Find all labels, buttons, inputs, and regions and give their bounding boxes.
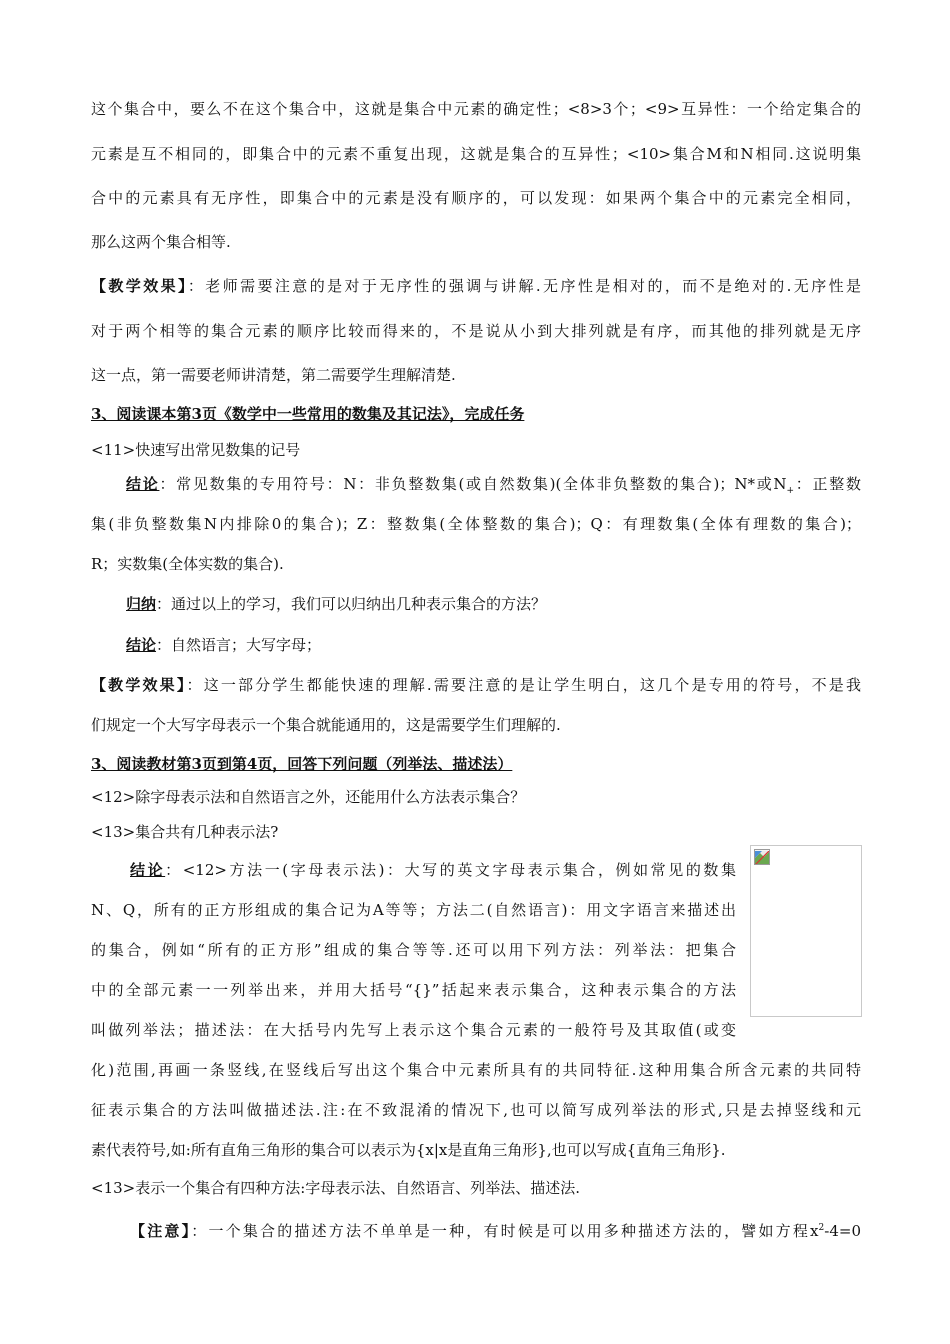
induce-line: 归纳：通过以上的学习，我们可以归纳出几种表示集合的方法？ [126,595,547,613]
question-line: <11>快速写出常见数集的记号 [91,441,301,459]
text-line: 合中的元素具有无序性，即集合中的元素是没有顺序的，可以发现：如果两个集合中的元素完全相同， [91,189,861,207]
broken-image-icon [754,849,770,865]
text-line: R；实数集(全体实数的集合). [91,555,284,573]
conclusion-line: 结论：<12>方法一(字母表示法)：大写的英文字母表示集合，例如常见的数集 [130,861,736,879]
conclusion-line: 结论：自然语言；大写字母； [126,636,322,654]
conclusion-label: 结论 [126,636,157,654]
text-line: 征表示集合的方法叫做描述法.注:在不致混淆的情况下,也可以简写成列举法的形式,只是去掉竖线和元 [91,1101,861,1119]
teaching-effect-label: 【教学效果】 [91,676,187,694]
text-line: 这个集合中，要么不在这个集合中，这就是集合中元素的确定性；<8>3个；<9>互异性：一个给定集合的 [91,100,861,118]
text-line: <13>表示一个集合有四种方法:字母表示法、自然语言、列举法、描述法. [91,1179,581,1197]
text-line: 叫做列举法；描述法：在大括号内先写上表示这个集合元素的一般符号及其取值(或变 [91,1021,736,1039]
note-label: 【注意】 [130,1222,192,1240]
text-line: 那么这两个集合相等. [91,233,231,251]
text-line: 的集合，例如“所有的正方形”组成的集合等等.还可以用下列方法：列举法：把集合 [91,941,736,959]
section-heading: 3、阅读教材第3页到第4页，回答下列问题（列举法、描述法） [91,755,513,773]
teaching-effect-line: 【教学效果】：老师需要注意的是对于无序性的强调与讲解.无序性是相对的，而不是绝对的.无序性是 [91,277,861,295]
induce-label: 归纳 [126,595,157,613]
text-line: 中的全部元素一一列举出来，并用大括号“{}”括起来表示集合，这种表示集合的方法 [91,981,736,999]
teaching-effect-label: 【教学效果】 [91,277,188,295]
image-placeholder [750,845,862,1017]
text-line: 对于两个相等的集合元素的顺序比较而得来的，不是说从小到大排列就是有序，而其他的排列就是无序 [91,322,861,340]
text-line: 集(非负整数集N内排除0的集合)；Z：整数集(全体整数的集合)；Q：有理数集(全体有理数的集合)； [91,515,861,533]
question-line: <12>除字母表示法和自然语言之外，还能用什么方法表示集合？ [91,788,526,806]
text-line: 化)范围,再画一条竖线,在竖线后写出这个集合中元素所具有的共同特征.这种用集合所含元素的共同特 [91,1061,861,1079]
conclusion-label: 结论 [130,861,166,879]
teaching-effect-line: 【教学效果】：这一部分学生都能快速的理解.需要注意的是让学生明白，这几个是专用的符号，不是我 [91,676,861,694]
conclusion-label: 结论 [126,475,160,493]
text-line: 这一点，第一需要老师讲清楚，第二需要学生理解清楚. [91,366,456,384]
text-line: N、Q，所有的正方形组成的集合记为A等等；方法二(自然语言)：用文字语言来描述出 [91,901,736,919]
text-line: 元素是互不相同的，即集合中的元素不重复出现，这就是集合的互异性；<10>集合M和N相同.这说明集 [91,145,861,163]
note-line: 【注意】：一个集合的描述方法不单单是一种，有时候是可以用多种描述方法的，譬如方程$x^2-4=0$ [130,1222,861,1240]
section-heading: 3、阅读课本第3页《数学中一些常用的数集及其记法》，完成任务 [91,405,525,423]
text-line: 们规定一个大写字母表示一个集合就能通用的，这是需要学生们理解的. [91,716,561,734]
conclusion-line: 结论：常见数集的专用符号：N：非负整数集(或自然数集)(全体非负整数的集合)；N*或$N_+$：正整数 [126,475,861,496]
text-line: 素代表符号,如:所有直角三角形的集合可以表示为{x|x是直角三角形},也可以写成{直角三角形}. [91,1141,726,1159]
question-line: <13>集合共有几种表示法? [91,823,279,841]
